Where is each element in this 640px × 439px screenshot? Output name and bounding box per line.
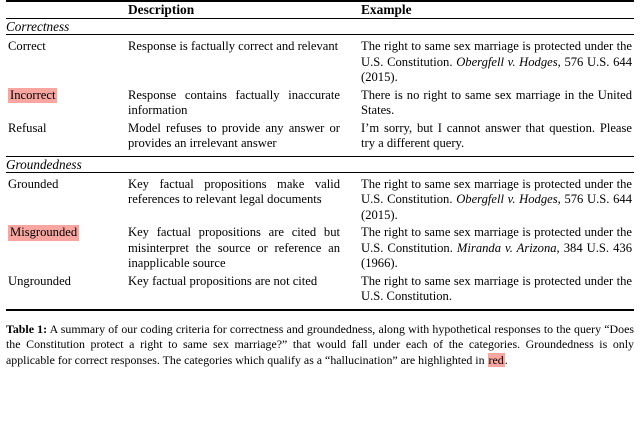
row-category <box>6 274 120 305</box>
table-row <box>6 121 634 152</box>
row-description: Response contains factually inaccurate information <box>128 87 340 117</box>
example-text: I’m sorry, but I cannot answer that question. Please try a different query. <box>361 120 632 150</box>
example-citation-italic: Miranda v. Arizona <box>456 240 557 255</box>
category-label: Refusal <box>8 120 47 135</box>
row-example <box>352 225 634 272</box>
row-category <box>6 121 120 152</box>
caption-quoted-term: “hallucination” <box>325 352 398 367</box>
column-header-category <box>6 2 120 19</box>
example-citation-rest: , 576 U.S. 644 (2015). <box>361 192 632 222</box>
example-text: The right to same sex marriage is protected under the U.S. Constitution. <box>361 273 632 303</box>
row-category <box>6 225 120 272</box>
row-example <box>352 121 634 152</box>
row-description: Model refuses to provide any answer or provides an irrelevant answer <box>128 120 340 150</box>
table-caption <box>0 322 640 369</box>
caption-label: Table 1: <box>6 321 48 336</box>
row-example <box>352 177 634 224</box>
example-citation-italic: Obergfell v. Hodges <box>456 54 558 69</box>
row-example <box>352 88 634 119</box>
category-label: Ungrounded <box>8 273 71 288</box>
group-header-correctness <box>6 19 634 35</box>
example-text: The right to same sex marriage is protected under the U.S. Constitution. <box>361 39 632 69</box>
example-text: The right to same sex marriage is protected under the U.S. Constitution. <box>361 225 632 255</box>
row-category <box>6 88 120 119</box>
table-bottom-rule <box>6 310 634 311</box>
column-header-example: Example <box>361 2 412 17</box>
table-row <box>6 39 634 86</box>
group-label: Correctness <box>6 19 70 34</box>
row-description: Key factual propositions are not cited <box>128 273 318 288</box>
row-example <box>352 274 634 305</box>
row-description: Key factual propositions are cited but misinterpret the source or reference an inapplicable source <box>128 225 340 270</box>
table-row <box>6 88 634 119</box>
row-category <box>6 177 120 224</box>
row-example <box>352 39 634 86</box>
example-text: The right to same sex marriage is protected under the U.S. Constitution. <box>361 176 632 206</box>
caption-text-part-3: . <box>504 352 508 367</box>
caption-highlight-word: red <box>488 352 504 367</box>
group-header-groundedness <box>6 157 634 173</box>
category-label: Grounded <box>8 176 59 191</box>
table-row <box>6 225 634 272</box>
category-label-highlighted: Misgrounded <box>10 225 78 239</box>
example-text: There is no right to same sex marriage in the United States. <box>361 87 632 117</box>
category-label-highlighted: Incorrect <box>10 87 56 102</box>
row-description: Key factual propositions make valid references to relevant legal documents <box>128 176 340 206</box>
table-row <box>6 177 634 224</box>
table-row <box>6 274 634 305</box>
table-header-row <box>6 2 634 19</box>
example-citation-rest: , 576 U.S. 644 (2015). <box>361 54 632 84</box>
category-label: Correct <box>8 39 46 53</box>
example-citation-rest: , 384 U.S. 436 (1966). <box>361 240 632 270</box>
row-description: Response is factually correct and relevant <box>128 39 339 53</box>
caption-text-part-2: are highlighted in <box>397 352 488 367</box>
caption-text-part-1: A summary of our coding criteria for correctness and groundedness, along with hypothetical responses to the query “Does the Constitution protect a right to same sex marriage?” that would fall under each of the categories. Groundedness is only applicable for correct responses. The categories which qualify as a <box>6 321 634 367</box>
example-citation-italic: Obergfell v. Hodges <box>456 192 558 206</box>
row-category <box>6 39 120 86</box>
column-header-description: Description <box>128 2 195 17</box>
coding-criteria-table <box>6 0 634 311</box>
group-label: Groundedness <box>6 156 82 172</box>
